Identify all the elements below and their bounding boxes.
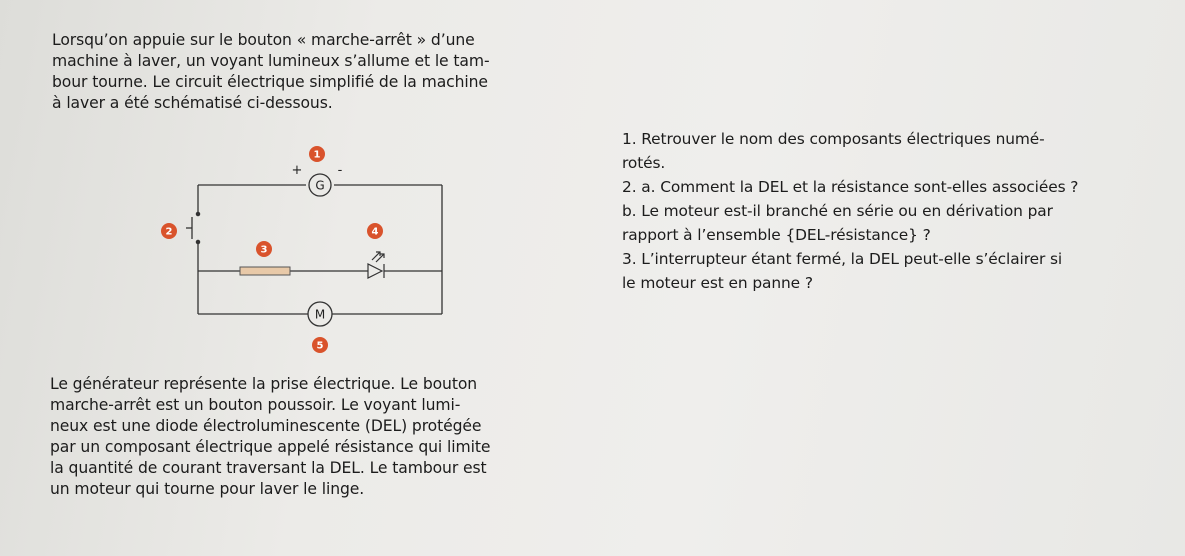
svg-text:3: 3 bbox=[260, 244, 268, 256]
led-symbol bbox=[368, 252, 384, 278]
intro-paragraph bbox=[52, 30, 490, 114]
motor-letter: M bbox=[314, 307, 326, 322]
questions-block bbox=[622, 127, 1078, 295]
badge-4 bbox=[367, 223, 383, 239]
plus-sign: + bbox=[291, 163, 303, 178]
question-line: b. Le moteur est-il branché en série ou en dérivation par bbox=[622, 202, 1053, 220]
badge-2 bbox=[161, 223, 177, 239]
generator-letter: G bbox=[315, 178, 325, 193]
intro-line: machine à laver, un voyant lumineux s’allume et le tam- bbox=[52, 52, 490, 70]
svg-text:2: 2 bbox=[165, 226, 173, 238]
resistor-symbol bbox=[240, 267, 290, 275]
outro-line: Le générateur représente la prise électrique. Le bouton bbox=[50, 375, 478, 393]
outro-line: par un composant électrique appelé résistance qui limite bbox=[50, 438, 491, 456]
outro-line: un moteur qui tourne pour laver le linge. bbox=[50, 480, 365, 498]
badge-1 bbox=[309, 146, 325, 162]
outro-line: neux est une diode électroluminescente (DEL) protégée bbox=[50, 417, 482, 435]
push-button-switch bbox=[186, 212, 200, 243]
outro-line: marche-arrêt est un bouton poussoir. Le voyant lumi- bbox=[50, 396, 461, 414]
svg-text:5: 5 bbox=[316, 340, 324, 352]
badge-5 bbox=[312, 337, 328, 353]
generator-symbol bbox=[292, 163, 343, 196]
intro-line: à laver a été schématisé ci-dessous. bbox=[52, 94, 333, 112]
intro-line: Lorsqu’on appuie sur le bouton « marche-arrêt » d’une bbox=[52, 31, 475, 49]
outro-line: la quantité de courant traversant la DEL. Le tambour est bbox=[50, 459, 487, 477]
outro-paragraph bbox=[50, 374, 490, 500]
question-line: le moteur est en panne ? bbox=[622, 274, 813, 292]
question-line: 2. a. Comment la DEL et la résistance sont-elles associées ? bbox=[622, 178, 1079, 196]
svg-text:1: 1 bbox=[313, 149, 321, 161]
question-line: rapport à l’ensemble {DEL-résistance} ? bbox=[622, 226, 931, 244]
circuit-diagram bbox=[150, 138, 470, 358]
question-line: rotés. bbox=[622, 154, 666, 172]
intro-line: bour tourne. Le circuit électrique simplifié de la machine bbox=[52, 73, 488, 91]
minus-sign: - bbox=[337, 163, 343, 178]
svg-text:4: 4 bbox=[371, 226, 379, 238]
circuit-wires bbox=[198, 185, 442, 314]
badge-3 bbox=[256, 241, 272, 257]
question-line: 1. Retrouver le nom des composants électriques numé- bbox=[622, 130, 1045, 148]
motor-symbol bbox=[308, 302, 332, 326]
question-line: 3. L’interrupteur étant fermé, la DEL peut-elle s’éclairer si bbox=[622, 250, 1063, 268]
